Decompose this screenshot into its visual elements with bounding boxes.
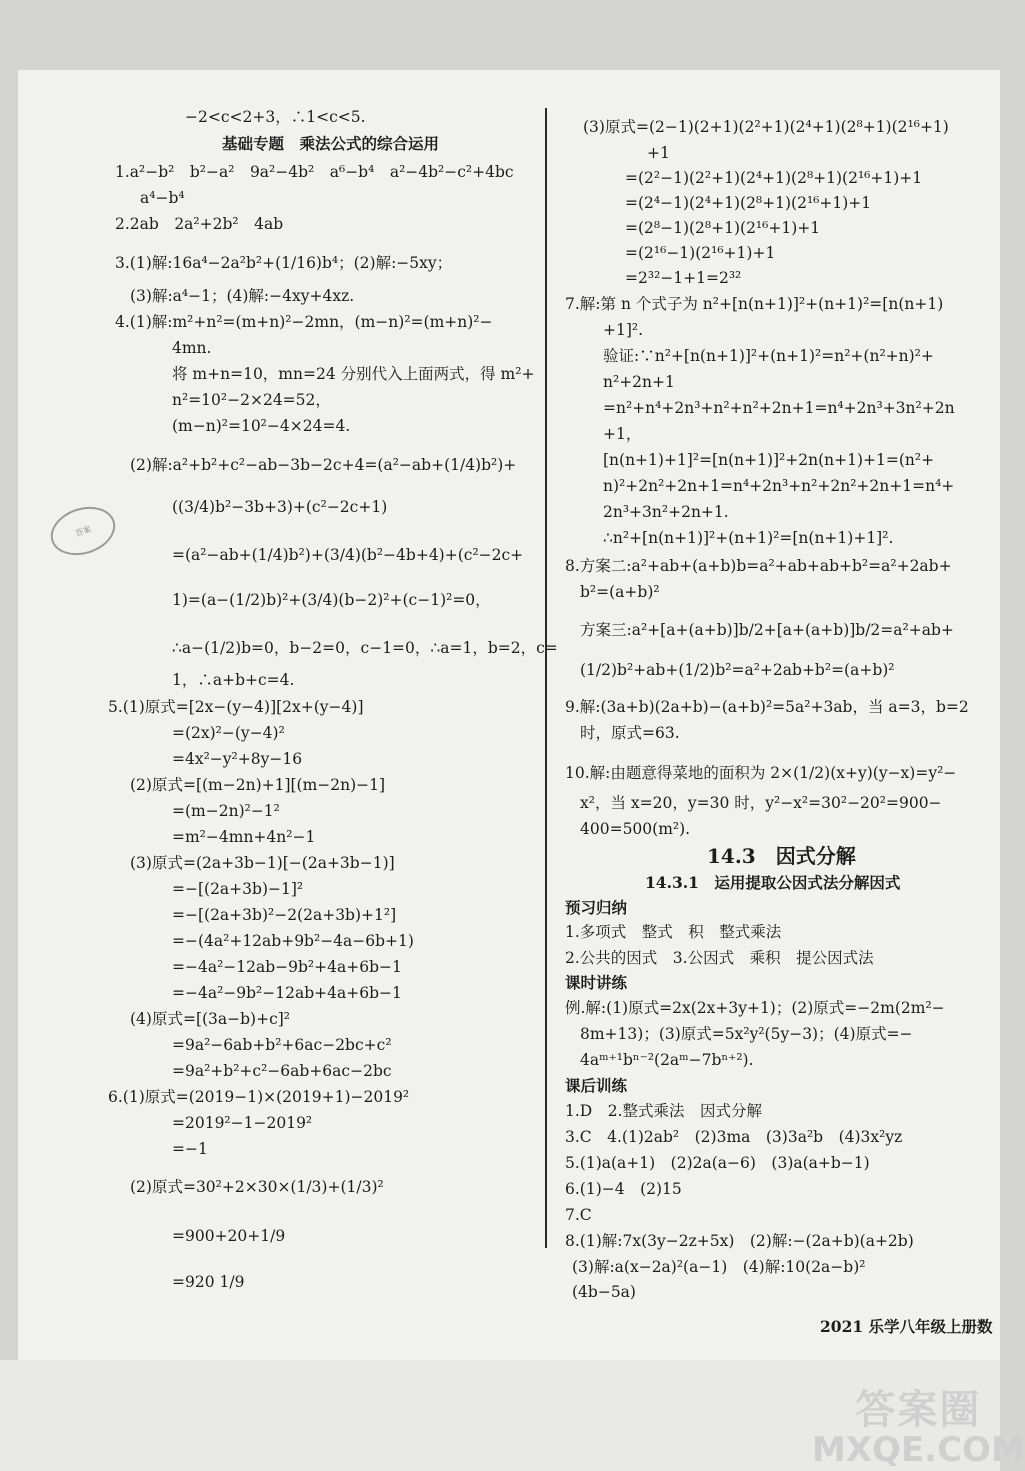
text-line: 4.(1)解:m²+n²=(m+n)²−2mn，(m−n)²=(m+n)²− bbox=[115, 313, 493, 331]
text-line: n)²+2n²+2n+1=n⁴+2n³+n²+2n²+2n+1=n⁴+ bbox=[603, 477, 955, 495]
page-footer: 2021 乐学八年级上册数 bbox=[820, 1317, 993, 1336]
text-line: 3.(1)解:16a⁴−2a²b²+(1/16)b⁴；(2)解:−5xy； bbox=[115, 254, 453, 272]
text-line: ((3/4)b²−3b+3)+(c²−2c+1) bbox=[172, 498, 388, 516]
section-heading: 基础专题 乘法公式的综合运用 bbox=[222, 134, 440, 153]
text-line: =920 1/9 bbox=[172, 1273, 245, 1291]
text-line: =(2⁴−1)(2⁴+1)(2⁸+1)(2¹⁶+1)+1 bbox=[625, 194, 872, 212]
label-heading: 课时讲练 bbox=[565, 973, 628, 992]
watermark-url: MXQE.COM bbox=[812, 1430, 1025, 1470]
text-line: (2)解:a²+b²+c²−ab−3b−2c+4=(a²−ab+(1/4)b²)+ bbox=[130, 456, 517, 474]
text-line: (3)解:a(x−2a)²(a−1) (4)解:10(2a−b)² bbox=[572, 1258, 866, 1276]
text-line: (m−n)²=10²−4×24=4. bbox=[172, 417, 351, 435]
text-line: =9a²−6ab+b²+6ac−2bc+c² bbox=[172, 1036, 392, 1054]
text-line: 5.(1)a(a+1) (2)2a(a−6) (3)a(a+b−1) bbox=[565, 1154, 870, 1172]
section-title: 14.3 因式分解 bbox=[707, 844, 856, 868]
text-line: =m²−4mn+4n²−1 bbox=[172, 828, 316, 846]
watermark bbox=[812, 1388, 1025, 1469]
text-line: 7.C bbox=[565, 1206, 592, 1224]
text-line: 6.(1)−4 (2)15 bbox=[565, 1180, 682, 1198]
subsection-title: 14.3.1 运用提取公因式法分解因式 bbox=[645, 873, 901, 892]
text-line: ∴a−(1/2)b=0，b−2=0，c−1=0，∴a=1，b=2，c= bbox=[172, 639, 558, 657]
text-line: 9.解:(3a+b)(2a+b)−(a+b)²=5a²+3ab，当 a=3，b=2 bbox=[565, 698, 969, 716]
text-line: (2)原式=30²+2×30×(1/3)+(1/3)² bbox=[130, 1178, 384, 1196]
text-line: ∴n²+[n(n+1)]²+(n+1)²=[n(n+1)+1]². bbox=[603, 529, 894, 547]
text-line: [n(n+1)+1]²=[n(n+1)]²+2n(n+1)+1=(n²+ bbox=[603, 451, 935, 469]
text-line: (1/2)b²+ab+(1/2)b²=a²+2ab+b²=(a+b)² bbox=[580, 661, 895, 679]
text-line: =−(4a²+12ab+9b²−4a−6b+1) bbox=[172, 932, 414, 950]
text-line: (3)原式=(2−1)(2+1)(2²+1)(2⁴+1)(2⁸+1)(2¹⁶+1) bbox=[583, 118, 949, 136]
text-line: 400=500(m²). bbox=[580, 820, 691, 838]
text-line: −2<c<2+3，∴1<c<5. bbox=[185, 108, 366, 126]
text-line: n²+2n+1 bbox=[603, 373, 675, 391]
text-line: 验证:∵n²+[n(n+1)]²+(n+1)²=n²+(n²+n)²+ bbox=[603, 347, 934, 365]
text-line: =(2¹⁶−1)(2¹⁶+1)+1 bbox=[625, 244, 776, 262]
text-line: =4x²−y²+8y−16 bbox=[172, 750, 303, 768]
text-line: 6.(1)原式=(2019−1)×(2019+1)−2019² bbox=[108, 1088, 410, 1106]
text-line: 7.解:第 n 个式子为 n²+[n(n+1)]²+(n+1)²=[n(n+1) bbox=[565, 295, 944, 313]
text-line: (2)原式=[(m−2n)+1][(m−2n)−1] bbox=[130, 776, 386, 794]
text-line: (3)解:a⁴−1；(4)解:−4xy+4xz. bbox=[130, 287, 355, 305]
text-line: =−4a²−9b²−12ab+4a+6b−1 bbox=[172, 984, 402, 1002]
label-heading: 课后训练 bbox=[565, 1076, 628, 1095]
text-line: +1， bbox=[603, 425, 642, 443]
text-line: =900+20+1/9 bbox=[172, 1227, 286, 1245]
text-line: 2.公共的因式 3.公因式 乘积 提公因式法 bbox=[565, 949, 874, 967]
text-line: 2n³+3n²+2n+1. bbox=[603, 503, 729, 521]
text-line: =2³²−1+1=2³² bbox=[625, 269, 742, 287]
text-line: =n²+n⁴+2n³+n²+n²+2n+1=n⁴+2n³+3n²+2n bbox=[603, 399, 955, 417]
text-line: =(m−2n)²−1² bbox=[172, 802, 280, 820]
text-line: 8m+13)；(3)原式=5x²y²(5y−3)；(4)原式=− bbox=[580, 1025, 913, 1043]
text-line: 2.2ab 2a²+2b² 4ab bbox=[115, 215, 284, 233]
watermark-logo: 答案圈 bbox=[855, 1387, 982, 1433]
text-line: 5.(1)原式=[2x−(y−4)][2x+(y−4)] bbox=[108, 698, 364, 716]
text-line: =(2x)²−(y−4)² bbox=[172, 724, 285, 742]
text-line: =(a²−ab+(1/4)b²)+(3/4)(b²−4b+4)+(c²−2c+ bbox=[172, 546, 524, 564]
text-line: 10.解:由题意得菜地的面积为 2×(1/2)(x+y)(y−x)=y²− bbox=[565, 764, 957, 782]
text-line: a⁴−b⁴ bbox=[140, 189, 185, 207]
text-line: =−4a²−12ab−9b²+4a+6b−1 bbox=[172, 958, 402, 976]
text-line: 1)=(a−(1/2)b)²+(3/4)(b−2)²+(c−1)²=0， bbox=[172, 591, 491, 609]
text-line: 1.D 2.整式乘法 因式分解 bbox=[565, 1102, 763, 1120]
text-line: =(2²−1)(2²+1)(2⁴+1)(2⁸+1)(2¹⁶+1)+1 bbox=[625, 169, 923, 187]
text-line: 方案三:a²+[a+(a+b)]b/2+[a+(a+b)]b/2=a²+ab+ bbox=[580, 621, 954, 639]
text-line: 4aᵐ⁺¹bⁿ⁻²(2aᵐ−7bⁿ⁺²). bbox=[580, 1051, 754, 1069]
text-line: 8.(1)解:7x(3y−2z+5x) (2)解:−(2a+b)(a+2b) bbox=[565, 1232, 914, 1250]
text-line: x²，当 x=20，y=30 时，y²−x²=30²−20²=900− bbox=[580, 794, 942, 812]
text-line: +1]². bbox=[603, 321, 644, 339]
text-line: b²=(a+b)² bbox=[580, 583, 660, 601]
text-line: (3)原式=(2a+3b−1)[−(2a+3b−1)] bbox=[130, 854, 395, 872]
text-line: 1.a²−b² b²−a² 9a²−4b² a⁶−b⁴ a²−4b²−c²+4bc bbox=[115, 163, 514, 181]
text-line: (4)原式=[(3a−b)+c]² bbox=[130, 1010, 291, 1028]
text-line: 4mn. bbox=[172, 339, 212, 357]
text-line: 3.C 4.(1)2ab² (2)3ma (3)3a²b (4)3x²yz bbox=[565, 1128, 903, 1146]
text-line: +1 bbox=[647, 144, 670, 162]
text-line: 1.多项式 整式 积 整式乘法 bbox=[565, 923, 782, 941]
text-line: =2019²−1−2019² bbox=[172, 1114, 313, 1132]
stamp-text: 答案 bbox=[74, 524, 92, 538]
column-divider bbox=[545, 108, 547, 1248]
text-line: =−[(2a+3b)−1]² bbox=[172, 880, 304, 898]
text-line: 将 m+n=10，mn=24 分别代入上面两式，得 m²+ bbox=[172, 365, 535, 383]
text-line: =(2⁸−1)(2⁸+1)(2¹⁶+1)+1 bbox=[625, 219, 821, 237]
text-line: =−1 bbox=[172, 1140, 208, 1158]
text-line: 1，∴a+b+c=4. bbox=[172, 671, 295, 689]
text-line: 时，原式=63. bbox=[580, 724, 680, 742]
text-line: =9a²+b²+c²−6ab+6ac−2bc bbox=[172, 1062, 392, 1080]
text-line: (4b−5a) bbox=[572, 1283, 636, 1301]
text-line: 例.解:(1)原式=2x(2x+3y+1)；(2)原式=−2m(2m²− bbox=[565, 999, 945, 1017]
text-line: 8.方案二:a²+ab+(a+b)b=a²+ab+ab+b²=a²+2ab+ bbox=[565, 557, 952, 575]
text-line: =−[(2a+3b)²−2(2a+3b)+1²] bbox=[172, 906, 397, 924]
label-heading: 预习归纳 bbox=[565, 898, 628, 917]
text-line: n²=10²−2×24=52， bbox=[172, 391, 331, 409]
